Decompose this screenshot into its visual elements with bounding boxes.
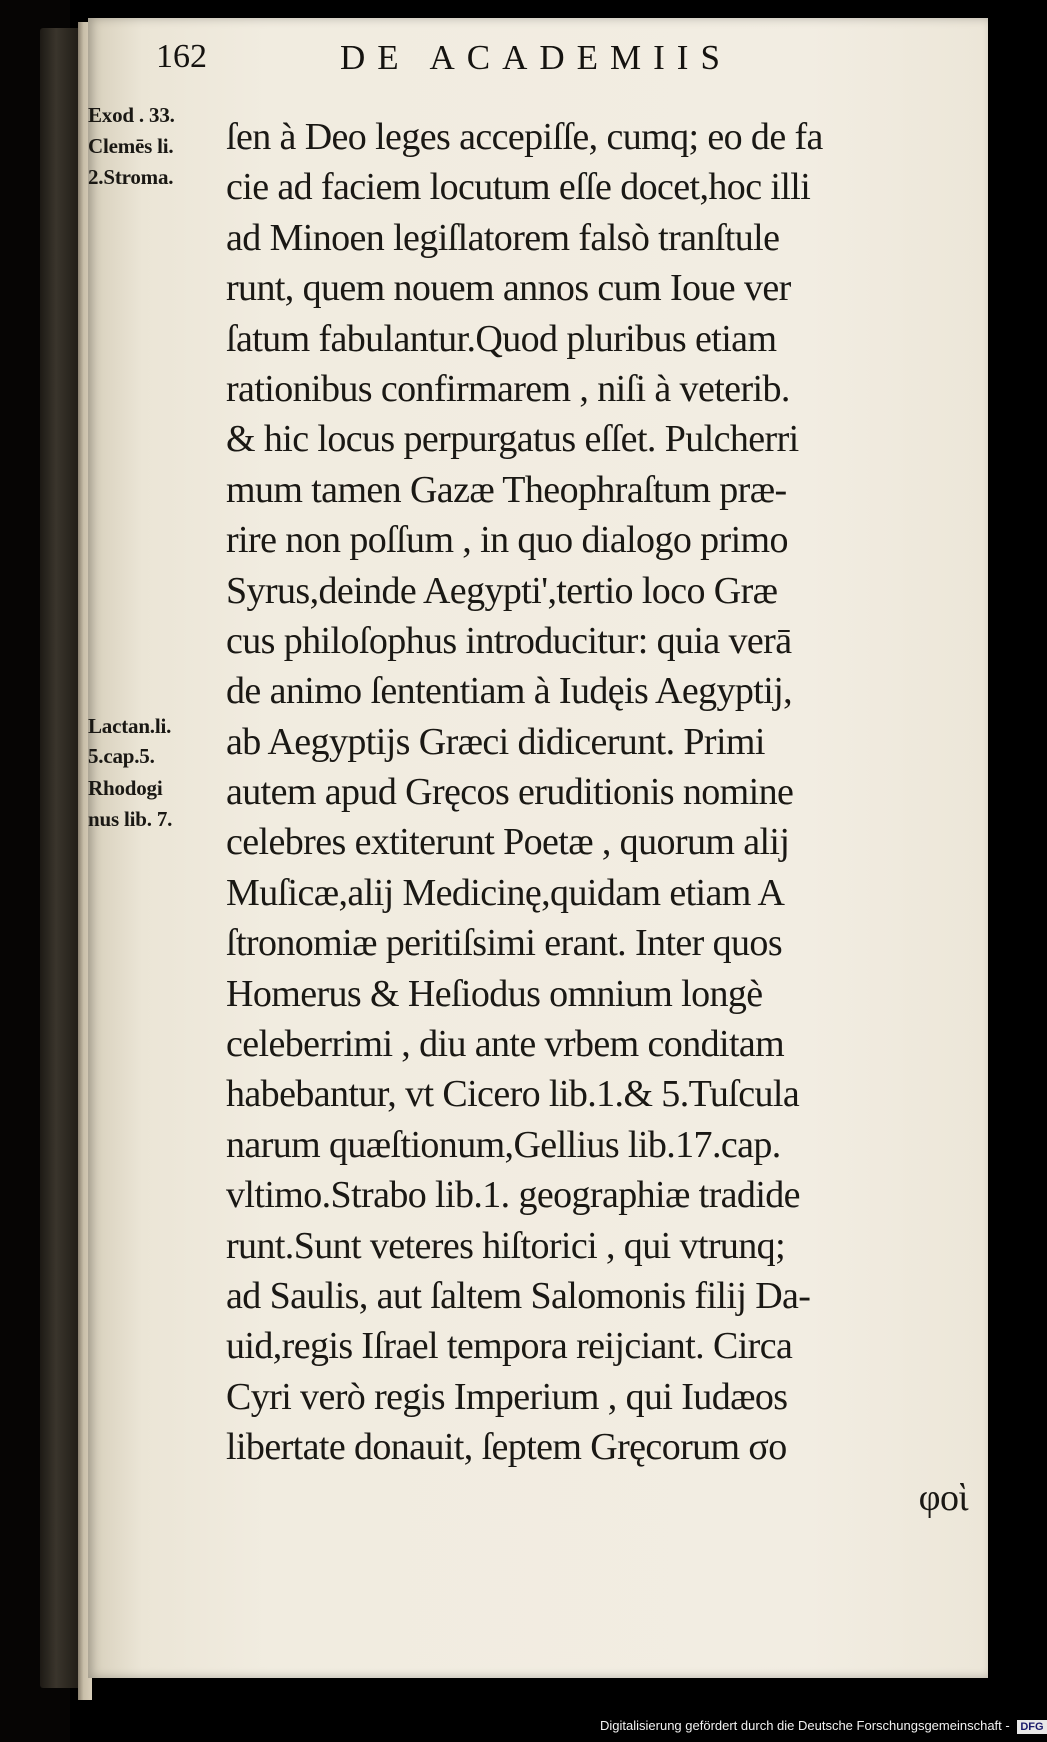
text-line: rationibus confirmarem , niſi à veterib. — [226, 367, 790, 410]
text-line: ad Minoen legiſlatorem falsò tranſtule — [226, 216, 780, 259]
credit-text: Digitalisierung gefördert durch die Deutsche Forschungsgemeinschaft - — [600, 1718, 1010, 1733]
margin-note: 2.Stroma. — [88, 165, 174, 189]
text-line: libertate donauit, ſeptem Gręcorum σο — [226, 1426, 787, 1469]
text-line: vltimo.Strabo lib.1. geographiæ tradide — [226, 1174, 800, 1217]
text-line: de animo ſententiam à Iudęis Aegyptij, — [226, 670, 793, 713]
text-line: runt, quem nouem annos cum Ioue ver — [226, 267, 791, 310]
margin-note: nus lib. 7. — [88, 807, 173, 831]
text-line: ad Saulis, aut ſaltem Salomonis filij Da- — [226, 1274, 811, 1317]
text-line: cie ad faciem locutum eſſe docet,hoc illi — [226, 166, 811, 209]
text-line: cus philoſophus introducitur: quia verā — [226, 619, 792, 662]
text-line: ſatum fabulantur.Quod pluribus etiam — [226, 317, 777, 360]
body-text — [226, 112, 978, 1523]
text-line: celeberrimi , diu ante vrbem conditam — [226, 1023, 785, 1066]
text-line: rire non poſſum , in quo dialogo primo — [226, 519, 788, 562]
text-line: ſen à Deo leges accepiſſe, cumq; eo de fa — [226, 116, 823, 158]
text-line: habebantur, vt Cicero lib.1.& 5.Tuſcula — [226, 1073, 800, 1116]
text-line: ſtronomiæ peritiſsimi erant. Inter quos — [226, 922, 783, 965]
text-line: autem apud Gręcos eruditionis nomine — [226, 771, 794, 814]
text-line: narum quæſtionum,Gellius lib.17.cap. — [226, 1123, 781, 1166]
text-line: uid,regis Iſrael tempora reijciant. Circa — [226, 1325, 793, 1368]
text-line: Cyri verò regis Imperium , qui Iudæos — [226, 1375, 788, 1418]
catchword: φοὶ — [918, 1476, 968, 1519]
page-number: 162 — [156, 38, 207, 75]
margin-note: Lactan.li. — [88, 714, 172, 738]
margin-note: Clemēs li. — [88, 134, 174, 158]
text-line: Syrus,deinde Aegypti',tertio loco Græ — [226, 569, 778, 612]
running-title: DE ACADEMIIS — [340, 38, 732, 77]
text-line: Muſicæ,alij Medicinę,quidam etiam A — [226, 871, 785, 914]
text-line: & hic locus perpurgatus eſſet. Pulcherri — [226, 418, 799, 461]
dfg-logo: DFG — [1017, 1720, 1046, 1734]
running-head — [150, 28, 910, 88]
margin-note: Rhodogi — [88, 776, 163, 800]
text-line: mum tamen Gazæ Theophraſtum præ- — [226, 468, 787, 511]
text-line: runt.Sunt veteres hiſtorici , qui vtrunq; — [226, 1224, 786, 1267]
margin-note: 5.cap.5. — [88, 744, 155, 768]
text-line: celebres extiterunt Poetæ , quorum alij — [226, 821, 790, 864]
text-line: ab Aegyptijs Græci didicerunt. Primi — [226, 720, 765, 763]
margin-note: Exod . 33. — [88, 103, 175, 127]
digitization-credit — [600, 1716, 1044, 1736]
text-line: Homerus & Heſiodus omnium longè — [226, 972, 763, 1015]
